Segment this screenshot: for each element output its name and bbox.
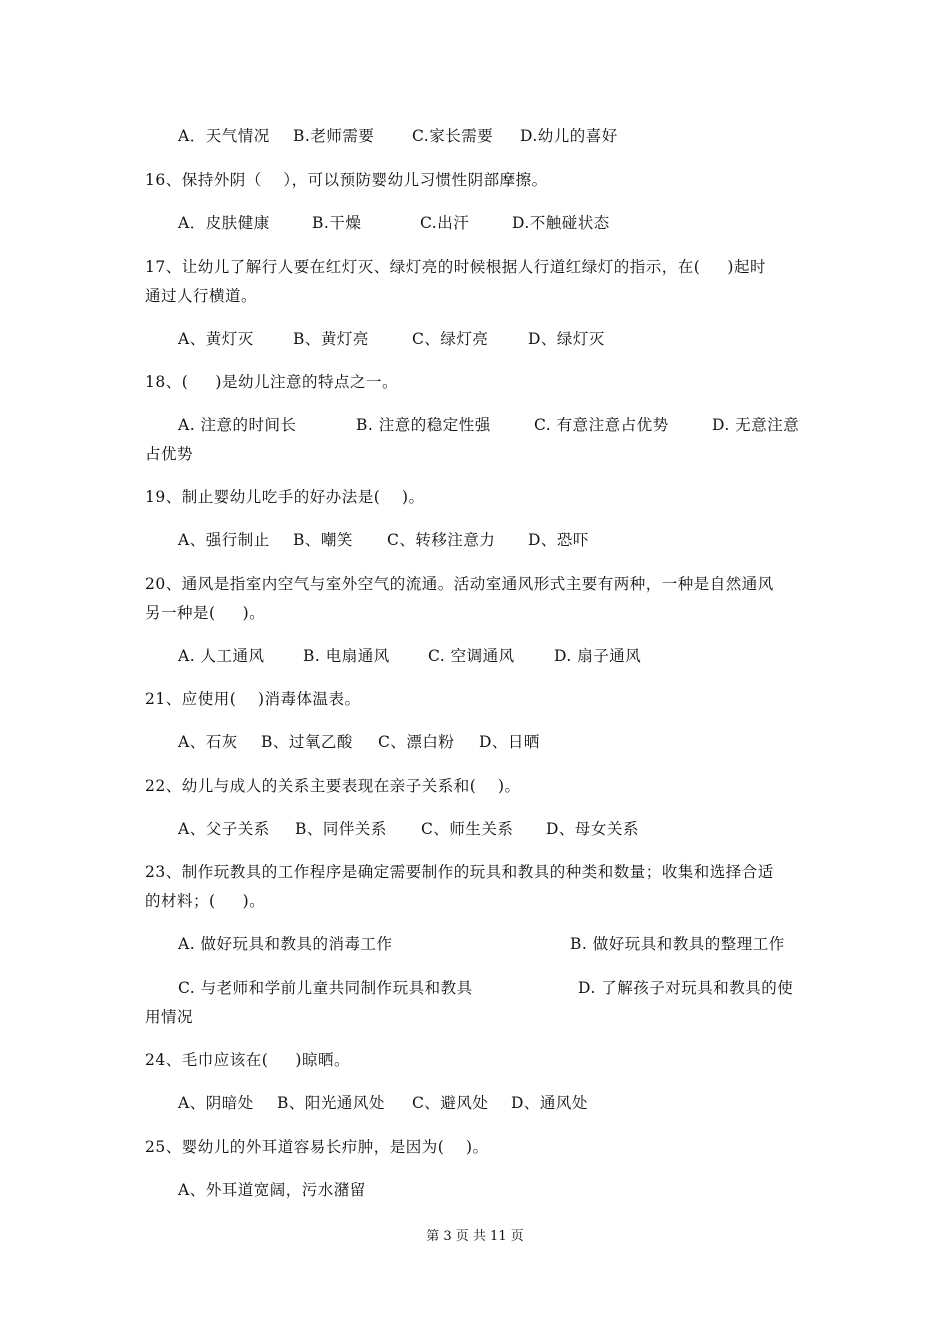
q19-stem: 19、制止婴幼儿吃手的好办法是( )。 (145, 488, 425, 506)
q18-option-c: C. 有意注意占优势 (534, 416, 669, 434)
q15-option-d: D.幼儿的喜好 (520, 127, 618, 145)
q20-option-d: D. 扇子通风 (554, 647, 642, 665)
q24-option-b: B、阳光通风处 (277, 1094, 385, 1112)
q15-option-b: B.老师需要 (293, 127, 375, 145)
q17-stem-line2: 通过人行横道。 (145, 287, 258, 305)
q23-option-c: C. 与老师和学前儿童共同制作玩具和教具 (178, 979, 473, 997)
q20-stem-line1: 20、通风是指室内空气与室外空气的流通。活动室通风形式主要有两种，一种是自然通风 (145, 575, 774, 593)
q16-option-c: C.出汗 (420, 214, 470, 232)
q23-option-b: B. 做好玩具和教具的整理工作 (570, 935, 785, 953)
q23-stem-line2: 的材料；( )。 (145, 892, 266, 910)
q17-option-a: A、黄灯灭 (178, 330, 254, 348)
q15-option-a: A．天气情况 (178, 127, 270, 145)
q16-option-b: B.干燥 (312, 214, 362, 232)
q21-option-b: B、过氧乙酸 (261, 733, 353, 751)
q21-stem: 21、应使用( )消毒体温表。 (145, 690, 361, 708)
q18-option-b: B. 注意的稳定性强 (356, 416, 491, 434)
q19-option-a: A、强行制止 (178, 531, 270, 549)
q24-stem: 24、毛巾应该在( )晾晒。 (145, 1051, 350, 1069)
q20-option-c: C. 空调通风 (428, 647, 515, 665)
q18-option-d-wrap: 占优势 (145, 445, 194, 463)
q17-stem-line1: 17、让幼儿了解行人要在红灯灭、绿灯亮的时候根据人行道红绿灯的指示，在( )起时 (145, 258, 766, 276)
q16-stem: 16、保持外阴（ ），可以预防婴幼儿习惯性阴部摩擦。 (145, 171, 548, 189)
q19-option-b: B、嘲笑 (293, 531, 353, 549)
q22-option-b: B、同伴关系 (295, 820, 387, 838)
q22-option-a: A、父子关系 (178, 820, 270, 838)
q15-option-c: C.家长需要 (412, 127, 494, 145)
q19-option-c: C、转移注意力 (387, 531, 496, 549)
page-footer: 第 3 页 共 11 页 (426, 1229, 524, 1244)
q24-option-d: D、通风处 (511, 1094, 588, 1112)
q21-option-a: A、石灰 (178, 733, 238, 751)
q22-stem: 22、幼儿与成人的关系主要表现在亲子关系和( )。 (145, 777, 521, 795)
q25-option-a: A、外耳道宽阔，污水潴留 (178, 1181, 366, 1199)
q20-option-a: A. 人工通风 (178, 647, 265, 665)
q23-option-d-wrap: 用情况 (145, 1008, 194, 1026)
q16-option-d: D.不触碰状态 (512, 214, 610, 232)
q25-stem: 25、婴幼儿的外耳道容易长疖肿，是因为( )。 (145, 1138, 489, 1156)
q21-option-d: D、日晒 (479, 733, 540, 751)
q24-option-c: C、避风处 (412, 1094, 489, 1112)
q18-option-a: A. 注意的时间长 (178, 416, 297, 434)
q22-option-c: C、师生关系 (421, 820, 514, 838)
q22-option-d: D、母女关系 (546, 820, 639, 838)
q20-option-b: B. 电扇通风 (303, 647, 390, 665)
q24-option-a: A、阴暗处 (178, 1094, 254, 1112)
q23-option-a: A. 做好玩具和教具的消毒工作 (178, 935, 393, 953)
q23-option-d: D. 了解孩子对玩具和教具的使 (578, 979, 794, 997)
q17-option-c: C、绿灯亮 (412, 330, 489, 348)
q18-stem: 18、( )是幼儿注意的特点之一。 (145, 373, 398, 391)
q19-option-d: D、恐吓 (528, 531, 589, 549)
q17-option-d: D、绿灯灭 (528, 330, 605, 348)
q17-option-b: B、黄灯亮 (293, 330, 369, 348)
q21-option-c: C、漂白粉 (378, 733, 455, 751)
q16-option-a: A．皮肤健康 (178, 214, 270, 232)
q23-stem-line1: 23、制作玩教具的工作程序是确定需要制作的玩具和教具的种类和数量；收集和选择合适 (145, 863, 774, 881)
q18-option-d: D. 无意注意 (712, 416, 800, 434)
q20-stem-line2: 另一种是( )。 (145, 604, 266, 622)
